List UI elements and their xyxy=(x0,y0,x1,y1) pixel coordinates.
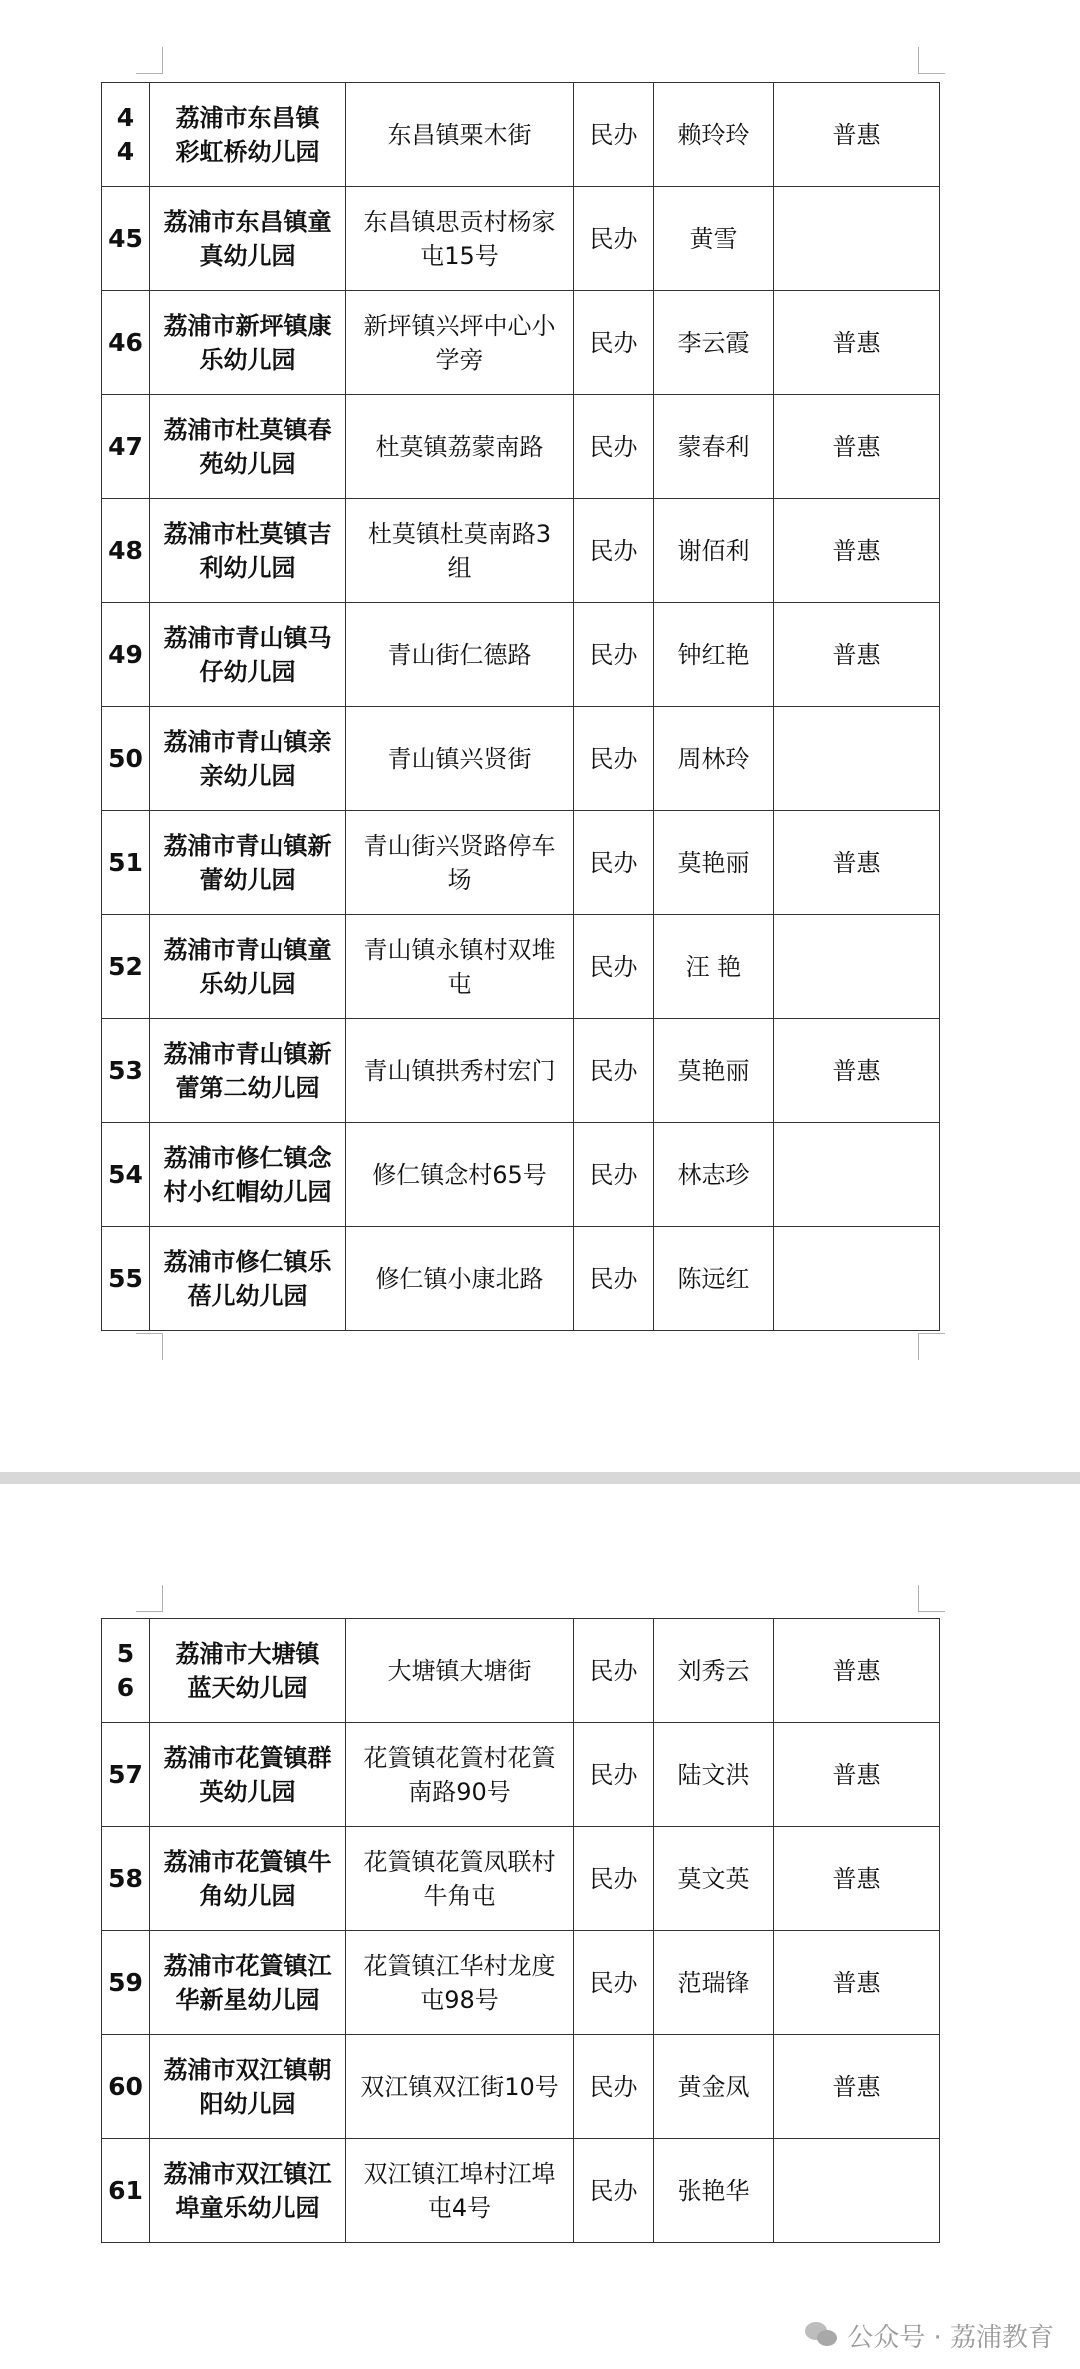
table-row xyxy=(102,707,940,811)
wechat-icon xyxy=(805,2320,839,2350)
inclusive-status-cell: 普惠 xyxy=(774,1723,940,1827)
table-row xyxy=(102,83,940,187)
person-in-charge-cell: 周林玲 xyxy=(654,707,774,811)
person-in-charge-cell: 黄金凤 xyxy=(654,2035,774,2139)
table-row xyxy=(102,2139,940,2243)
address-cell: 东昌镇思贡村杨家 屯15号 xyxy=(346,187,574,291)
address-cell: 东昌镇栗木街 xyxy=(346,83,574,187)
address-cell: 杜莫镇杜莫南路3 组 xyxy=(346,499,574,603)
address-cell: 修仁镇念村65号 xyxy=(346,1123,574,1227)
person-in-charge-cell: 林志珍 xyxy=(654,1123,774,1227)
kindergarten-name-cell: 荔浦市花篢镇牛 角幼儿园 xyxy=(150,1827,346,1931)
inclusive-status-cell xyxy=(774,1227,940,1331)
table-row xyxy=(102,1227,940,1331)
kindergarten-name-cell: 荔浦市青山镇童 乐幼儿园 xyxy=(150,915,346,1019)
row-number-cell: 4 4 xyxy=(102,83,150,187)
inclusive-status-cell: 普惠 xyxy=(774,811,940,915)
inclusive-status-cell: 普惠 xyxy=(774,395,940,499)
address-cell: 青山镇永镇村双堆 屯 xyxy=(346,915,574,1019)
row-number-cell: 49 xyxy=(102,603,150,707)
ownership-type-cell: 民办 xyxy=(574,1227,654,1331)
address-cell: 花篢镇花篢凤联村 牛角屯 xyxy=(346,1827,574,1931)
table-row xyxy=(102,1019,940,1123)
document-page-2 xyxy=(0,1484,1080,2369)
kindergarten-name-cell: 荔浦市修仁镇乐 蓓儿幼儿园 xyxy=(150,1227,346,1331)
ownership-type-cell: 民办 xyxy=(574,1619,654,1723)
ownership-type-cell: 民办 xyxy=(574,811,654,915)
row-number-cell: 58 xyxy=(102,1827,150,1931)
ownership-type-cell: 民办 xyxy=(574,915,654,1019)
watermark xyxy=(805,2313,1054,2357)
kindergarten-name-cell: 荔浦市大塘镇 蓝天幼儿园 xyxy=(150,1619,346,1723)
page-separator xyxy=(0,1472,1080,1484)
row-number-cell: 52 xyxy=(102,915,150,1019)
table-row xyxy=(102,1723,940,1827)
row-number-cell: 5 6 xyxy=(102,1619,150,1723)
row-number-cell: 60 xyxy=(102,2035,150,2139)
table-row xyxy=(102,395,940,499)
watermark-text: 公众号 · 荔浦教育 xyxy=(847,2322,1054,2353)
kindergarten-name-cell: 荔浦市青山镇亲 亲幼儿园 xyxy=(150,707,346,811)
inclusive-status-cell xyxy=(774,707,940,811)
person-in-charge-cell: 莫文英 xyxy=(654,1827,774,1931)
row-number-cell: 51 xyxy=(102,811,150,915)
address-cell: 杜莫镇荔蒙南路 xyxy=(346,395,574,499)
person-in-charge-cell: 黄雪 xyxy=(654,187,774,291)
kindergarten-name-cell: 荔浦市东昌镇 彩虹桥幼儿园 xyxy=(150,83,346,187)
kindergarten-name-cell: 荔浦市双江镇朝 阳幼儿园 xyxy=(150,2035,346,2139)
person-in-charge-cell: 赖玲玲 xyxy=(654,83,774,187)
kindergarten-name-cell: 荔浦市修仁镇念 村小红帽幼儿园 xyxy=(150,1123,346,1227)
kindergarten-name-cell: 荔浦市新坪镇康 乐幼儿园 xyxy=(150,291,346,395)
person-in-charge-cell: 莫艳丽 xyxy=(654,811,774,915)
ownership-type-cell: 民办 xyxy=(574,603,654,707)
kindergarten-name-cell: 荔浦市青山镇新 蕾第二幼儿园 xyxy=(150,1019,346,1123)
inclusive-status-cell: 普惠 xyxy=(774,1019,940,1123)
kindergarten-name-cell: 荔浦市花篢镇江 华新星幼儿园 xyxy=(150,1931,346,2035)
table-row xyxy=(102,603,940,707)
inclusive-status-cell: 普惠 xyxy=(774,1827,940,1931)
row-number-cell: 45 xyxy=(102,187,150,291)
table-row xyxy=(102,1931,940,2035)
kindergarten-name-cell: 荔浦市双江镇江 埠童乐幼儿园 xyxy=(150,2139,346,2243)
address-cell: 大塘镇大塘街 xyxy=(346,1619,574,1723)
table-row xyxy=(102,499,940,603)
kindergarten-name-cell: 荔浦市东昌镇童 真幼儿园 xyxy=(150,187,346,291)
address-cell: 花篢镇江华村龙度 屯98号 xyxy=(346,1931,574,2035)
address-cell: 青山街兴贤路停车 场 xyxy=(346,811,574,915)
kindergarten-name-cell: 荔浦市杜莫镇春 苑幼儿园 xyxy=(150,395,346,499)
ownership-type-cell: 民办 xyxy=(574,395,654,499)
ownership-type-cell: 民办 xyxy=(574,291,654,395)
person-in-charge-cell: 张艳华 xyxy=(654,2139,774,2243)
ownership-type-cell: 民办 xyxy=(574,187,654,291)
kindergarten-name-cell: 荔浦市花篢镇群 英幼儿园 xyxy=(150,1723,346,1827)
person-in-charge-cell: 陆文洪 xyxy=(654,1723,774,1827)
inclusive-status-cell xyxy=(774,187,940,291)
page-corner-mark xyxy=(136,1333,163,1360)
person-in-charge-cell: 蒙春利 xyxy=(654,395,774,499)
kindergarten-table-page-1 xyxy=(101,82,940,1331)
person-in-charge-cell: 汪 艳 xyxy=(654,915,774,1019)
address-cell: 双江镇江埠村江埠 屯4号 xyxy=(346,2139,574,2243)
person-in-charge-cell: 谢佰利 xyxy=(654,499,774,603)
address-cell: 双江镇双江街10号 xyxy=(346,2035,574,2139)
table-row xyxy=(102,1123,940,1227)
person-in-charge-cell: 范瑞锋 xyxy=(654,1931,774,2035)
page-corner-mark xyxy=(918,1585,945,1612)
person-in-charge-cell: 钟红艳 xyxy=(654,603,774,707)
inclusive-status-cell: 普惠 xyxy=(774,1931,940,2035)
inclusive-status-cell: 普惠 xyxy=(774,499,940,603)
table-row xyxy=(102,1827,940,1931)
table-row xyxy=(102,2035,940,2139)
ownership-type-cell: 民办 xyxy=(574,2035,654,2139)
ownership-type-cell: 民办 xyxy=(574,1019,654,1123)
inclusive-status-cell xyxy=(774,1123,940,1227)
kindergarten-name-cell: 荔浦市青山镇新 蕾幼儿园 xyxy=(150,811,346,915)
row-number-cell: 57 xyxy=(102,1723,150,1827)
row-number-cell: 47 xyxy=(102,395,150,499)
kindergarten-name-cell: 荔浦市杜莫镇吉 利幼儿园 xyxy=(150,499,346,603)
page-corner-mark xyxy=(918,1333,945,1360)
table-row xyxy=(102,187,940,291)
address-cell: 花篢镇花篢村花篢 南路90号 xyxy=(346,1723,574,1827)
inclusive-status-cell: 普惠 xyxy=(774,2035,940,2139)
ownership-type-cell: 民办 xyxy=(574,2139,654,2243)
address-cell: 新坪镇兴坪中心小 学旁 xyxy=(346,291,574,395)
ownership-type-cell: 民办 xyxy=(574,707,654,811)
inclusive-status-cell: 普惠 xyxy=(774,1619,940,1723)
person-in-charge-cell: 刘秀云 xyxy=(654,1619,774,1723)
person-in-charge-cell: 莫艳丽 xyxy=(654,1019,774,1123)
inclusive-status-cell: 普惠 xyxy=(774,603,940,707)
inclusive-status-cell: 普惠 xyxy=(774,83,940,187)
table-row xyxy=(102,915,940,1019)
row-number-cell: 55 xyxy=(102,1227,150,1331)
ownership-type-cell: 民办 xyxy=(574,1931,654,2035)
page-corner-mark xyxy=(136,47,163,74)
row-number-cell: 50 xyxy=(102,707,150,811)
ownership-type-cell: 民办 xyxy=(574,1123,654,1227)
address-cell: 修仁镇小康北路 xyxy=(346,1227,574,1331)
ownership-type-cell: 民办 xyxy=(574,499,654,603)
inclusive-status-cell: 普惠 xyxy=(774,291,940,395)
row-number-cell: 53 xyxy=(102,1019,150,1123)
inclusive-status-cell xyxy=(774,915,940,1019)
kindergarten-name-cell: 荔浦市青山镇马 仔幼儿园 xyxy=(150,603,346,707)
row-number-cell: 48 xyxy=(102,499,150,603)
ownership-type-cell: 民办 xyxy=(574,1827,654,1931)
address-cell: 青山镇拱秀村宏门 xyxy=(346,1019,574,1123)
person-in-charge-cell: 陈远红 xyxy=(654,1227,774,1331)
row-number-cell: 46 xyxy=(102,291,150,395)
table-row xyxy=(102,1619,940,1723)
ownership-type-cell: 民办 xyxy=(574,83,654,187)
inclusive-status-cell xyxy=(774,2139,940,2243)
page-corner-mark xyxy=(918,47,945,74)
person-in-charge-cell: 李云霞 xyxy=(654,291,774,395)
row-number-cell: 59 xyxy=(102,1931,150,2035)
kindergarten-table-page-2 xyxy=(101,1618,940,2243)
row-number-cell: 54 xyxy=(102,1123,150,1227)
table-row xyxy=(102,291,940,395)
address-cell: 青山镇兴贤街 xyxy=(346,707,574,811)
row-number-cell: 61 xyxy=(102,2139,150,2243)
page-corner-mark xyxy=(136,1585,163,1612)
ownership-type-cell: 民办 xyxy=(574,1723,654,1827)
address-cell: 青山街仁德路 xyxy=(346,603,574,707)
table-row xyxy=(102,811,940,915)
